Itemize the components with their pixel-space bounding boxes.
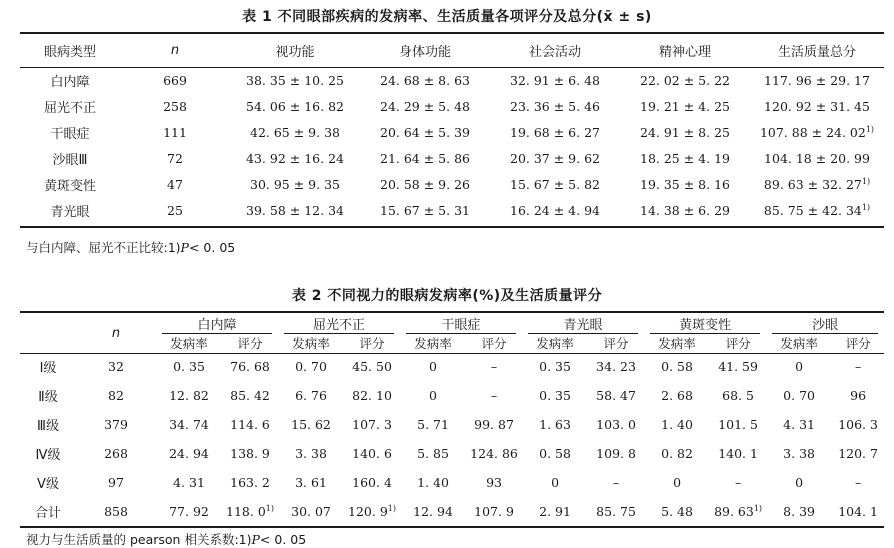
incidence-rate: 2. 91 (539, 504, 571, 519)
table1-header-cell: 身体功能 (398, 44, 451, 60)
incidence-rate: 5. 48 (661, 504, 693, 519)
mental-psychology-score: 18. 25 ± 4. 19 (640, 150, 730, 166)
sample-size: 268 (104, 446, 128, 461)
qol-score: 118. 0$^{1)}$ (226, 504, 274, 519)
mental-psychology-score: 19. 35 ± 8. 16 (640, 176, 730, 192)
table2-sub-header: 评分 (603, 336, 629, 351)
incidence-rate: 3. 38 (295, 446, 327, 461)
qol-score: – (854, 475, 862, 490)
mental-psychology-score: 24. 91 ± 8. 25 (640, 124, 730, 140)
qol-score: 107. 9 (474, 504, 514, 519)
sample-size: 72 (167, 150, 183, 166)
table1-footnote-prefix: 与白内障、屈光不正比较:1) (26, 240, 181, 255)
incidence-rate: 30. 07 (291, 504, 331, 519)
vision-grade: Ⅳ级 (35, 448, 61, 463)
table2-group-header: 干眼症 (400, 314, 522, 334)
incidence-rate: 1. 63 (539, 417, 571, 432)
incidence-rate: 0. 35 (539, 388, 571, 403)
table2-sub-header: 发病率 (658, 336, 696, 351)
incidence-rate: 5. 71 (417, 417, 449, 432)
table1-header-cell: 社会活动 (528, 44, 581, 60)
incidence-rate: 2. 68 (661, 388, 693, 403)
sample-size: 669 (163, 72, 187, 88)
table2-sub-header: 评分 (725, 336, 751, 351)
table2-footnote-prefix: 视力与生活质量的 pearson 相关系数:1) (26, 532, 252, 547)
mental-psychology-score: 14. 38 ± 6. 29 (640, 202, 730, 218)
table1-header-cell: 视功能 (275, 44, 315, 60)
table2-title: 表 2 不同视力的眼病发病率(%)及生活质量评分 (291, 288, 603, 304)
visual-function-score: 43. 92 ± 16. 24 (246, 150, 344, 166)
table1-row (20, 145, 884, 171)
quality-of-life-total: 85. 75 ± 42. 34$^{1)}$ (763, 202, 871, 218)
sample-size: 379 (104, 417, 128, 432)
incidence-rate: 15. 62 (291, 417, 331, 432)
qol-score: 34. 23 (596, 359, 636, 374)
qol-score: – (490, 359, 498, 374)
table2-sub-header: 发病率 (536, 336, 574, 351)
incidence-rate: 24. 94 (169, 446, 209, 461)
quality-of-life-total: 120. 92 ± 31. 45 (764, 98, 870, 114)
incidence-rate: 1. 40 (417, 475, 449, 490)
incidence-rate: 34. 74 (169, 417, 209, 432)
physical-function-score: 15. 67 ± 5. 31 (380, 202, 470, 218)
social-activity-score: 16. 24 ± 4. 94 (510, 202, 600, 218)
qol-score: 109. 8 (596, 446, 636, 461)
table1-row (20, 119, 884, 145)
table1-header-row (20, 33, 884, 67)
incidence-rate: 0. 35 (539, 359, 571, 374)
sample-size: 258 (163, 98, 187, 114)
qol-score: 99. 87 (474, 417, 514, 432)
disease-name: 屈光不正 (43, 100, 96, 116)
vision-grade: Ⅴ级 (37, 477, 59, 492)
visual-function-score: 42. 65 ± 9. 38 (250, 124, 340, 140)
sample-size: 25 (167, 202, 183, 218)
table2-sub-header: 发病率 (170, 336, 208, 351)
incidence-rate: 0 (795, 359, 804, 374)
sample-size: 82 (108, 388, 124, 403)
qol-score: 41. 59 (718, 359, 758, 374)
social-activity-score: 23. 36 ± 5. 46 (510, 98, 600, 114)
physical-function-score: 20. 64 ± 5. 39 (380, 124, 470, 140)
table2-group-header-row (20, 314, 884, 334)
table2-row (20, 410, 884, 439)
qol-score: 85. 75 (596, 504, 636, 519)
social-activity-score: 20. 37 ± 9. 62 (510, 150, 600, 166)
incidence-rate: 0 (673, 475, 682, 490)
table1-header-cell: n (170, 42, 180, 58)
disease-name: 沙眼Ⅲ (52, 152, 88, 168)
incidence-rate: 3. 61 (295, 475, 327, 490)
table1-row (20, 171, 884, 197)
table2-group-header: 沙眼 (766, 314, 884, 334)
qol-score: 82. 10 (352, 388, 392, 403)
table1-footnote (26, 238, 235, 256)
physical-function-score: 24. 68 ± 8. 63 (380, 72, 470, 88)
table1-row (20, 93, 884, 119)
table1-title: 表 1 不同眼部疾病的发病率、生活质量各项评分及总分(x̄ ± s) (242, 9, 652, 25)
table1-row (20, 67, 884, 93)
incidence-rate: 12. 94 (413, 504, 453, 519)
incidence-rate: 77. 92 (169, 504, 209, 519)
qol-score: 140. 6 (352, 446, 392, 461)
visual-function-score: 54. 06 ± 16. 82 (246, 98, 344, 114)
table2-group-header: 黄斑变性 (644, 314, 766, 334)
sample-size: 111 (163, 124, 187, 140)
table1-header-cell: 生活质量总分 (777, 44, 856, 60)
qol-score: 138. 9 (230, 446, 270, 461)
physical-function-score: 24. 29 ± 5. 48 (380, 98, 470, 114)
quality-of-life-total: 107. 88 ± 24. 02$^{1)}$ (759, 124, 875, 140)
table1-header-rule (20, 67, 884, 68)
table2-row (20, 381, 884, 410)
table1-bottom-rule (20, 226, 884, 228)
table2 (20, 314, 884, 526)
quality-of-life-total: 104. 18 ± 20. 99 (764, 150, 870, 166)
table2-footnote (26, 530, 306, 548)
incidence-rate: 0. 82 (661, 446, 693, 461)
vision-grade: Ⅲ级 (37, 419, 59, 434)
incidence-rate: 0. 35 (173, 359, 205, 374)
qol-score: 106. 3 (838, 417, 878, 432)
qol-score: 120. 9$^{1)}$ (348, 504, 397, 519)
disease-name: 黄斑变性 (43, 178, 96, 194)
sample-size: 32 (108, 359, 124, 374)
visual-function-score: 38. 35 ± 10. 25 (246, 72, 344, 88)
qol-score: 140. 1 (718, 446, 758, 461)
incidence-rate: 0. 58 (661, 359, 693, 374)
mental-psychology-score: 22. 02 ± 5. 22 (640, 72, 730, 88)
table2-sub-header: 发病率 (780, 336, 818, 351)
qol-score: – (612, 475, 620, 490)
qol-score: 160. 4 (352, 475, 392, 490)
qol-score: – (734, 475, 742, 490)
qol-score: 120. 7 (838, 446, 878, 461)
table2-top-rule (20, 311, 884, 313)
table2-footnote-p: P (251, 532, 260, 547)
incidence-rate: 0. 70 (783, 388, 815, 403)
qol-score: 101. 5 (718, 417, 758, 432)
social-activity-score: 15. 67 ± 5. 82 (510, 176, 600, 192)
qol-score: 163. 2 (230, 475, 270, 490)
visual-function-score: 30. 95 ± 9. 35 (250, 176, 340, 192)
vision-grade: 合计 (34, 506, 61, 521)
qol-score: 93 (486, 475, 502, 490)
qol-score: – (854, 359, 862, 374)
sample-size: 97 (108, 475, 124, 490)
table1 (20, 33, 884, 223)
qol-score: 76. 68 (230, 359, 270, 374)
qol-score: 89. 63$^{1)}$ (714, 504, 763, 519)
incidence-rate: 4. 31 (783, 417, 815, 432)
qol-score: 103. 0 (596, 417, 636, 432)
table2-header-rule (20, 353, 884, 354)
table2-sub-header: 发病率 (292, 336, 330, 351)
incidence-rate: 0 (551, 475, 560, 490)
table2-corner-cell (20, 314, 76, 352)
table2-sub-header: 发病率 (414, 336, 452, 351)
table2-sub-header: 评分 (237, 336, 263, 351)
table2-sub-header: 评分 (481, 336, 507, 351)
table2-sub-header: 评分 (845, 336, 871, 351)
table2-footnote-suffix: < 0. 05 (259, 532, 307, 547)
disease-name: 白内障 (50, 74, 90, 90)
incidence-rate: 4. 31 (173, 475, 205, 490)
incidence-rate: 0. 58 (539, 446, 571, 461)
visual-function-score: 39. 58 ± 12. 34 (246, 202, 344, 218)
qol-score: 104. 1 (838, 504, 878, 519)
vision-grade: Ⅱ级 (38, 390, 58, 405)
qol-score: 96 (850, 388, 867, 403)
table2-row (20, 352, 884, 381)
qol-score: 85. 42 (230, 388, 270, 403)
quality-of-life-total: 89. 63 ± 32. 27$^{1)}$ (763, 176, 871, 192)
table2-row (20, 439, 884, 468)
table1-footnote-suffix: < 0. 05 (188, 240, 236, 255)
social-activity-score: 19. 68 ± 6. 27 (510, 124, 600, 140)
quality-of-life-total: 117. 96 ± 29. 17 (764, 72, 870, 88)
incidence-rate: 12. 82 (169, 388, 209, 403)
sample-size: 858 (104, 504, 128, 519)
physical-function-score: 21. 64 ± 5. 86 (380, 150, 470, 166)
table2-group-header: 屈光不正 (278, 314, 400, 334)
table2-row (20, 497, 884, 526)
incidence-rate: 8. 39 (783, 504, 815, 519)
table1-header-cell: 精神心理 (658, 44, 711, 60)
table1-footnote-p: P (180, 240, 189, 255)
social-activity-score: 32. 91 ± 6. 48 (510, 72, 600, 88)
table2-sub-header: 评分 (359, 336, 385, 351)
qol-score: 107. 3 (352, 417, 392, 432)
table1-row (20, 197, 884, 223)
disease-name: 干眼症 (50, 126, 90, 142)
table2-n-header: n (111, 325, 121, 341)
physical-function-score: 20. 58 ± 9. 26 (380, 176, 470, 192)
mental-psychology-score: 19. 21 ± 4. 25 (640, 98, 730, 114)
qol-score: – (490, 388, 498, 403)
table1-header-cell: 眼病类型 (43, 44, 96, 60)
disease-name: 青光眼 (50, 204, 90, 220)
table2-bottom-rule (20, 526, 884, 528)
incidence-rate: 1. 40 (661, 417, 693, 432)
incidence-rate: 0. 70 (295, 359, 327, 374)
qol-score: 114. 6 (230, 417, 270, 432)
incidence-rate: 6. 76 (295, 388, 327, 403)
table2-row (20, 468, 884, 497)
sample-size: 47 (167, 176, 183, 192)
qol-score: 124. 86 (470, 446, 518, 461)
qol-score: 45. 50 (352, 359, 392, 374)
incidence-rate: 5. 85 (417, 446, 449, 461)
incidence-rate: 0 (795, 475, 804, 490)
table2-group-header: 白内障 (156, 314, 278, 334)
table2-group-header: 青光眼 (522, 314, 644, 334)
incidence-rate: 3. 38 (783, 446, 815, 461)
incidence-rate: 0 (429, 388, 437, 403)
incidence-rate: 0 (429, 359, 437, 374)
qol-score: 58. 47 (596, 388, 636, 403)
vision-grade: Ⅰ级 (39, 361, 57, 376)
qol-score: 68. 5 (722, 388, 754, 403)
